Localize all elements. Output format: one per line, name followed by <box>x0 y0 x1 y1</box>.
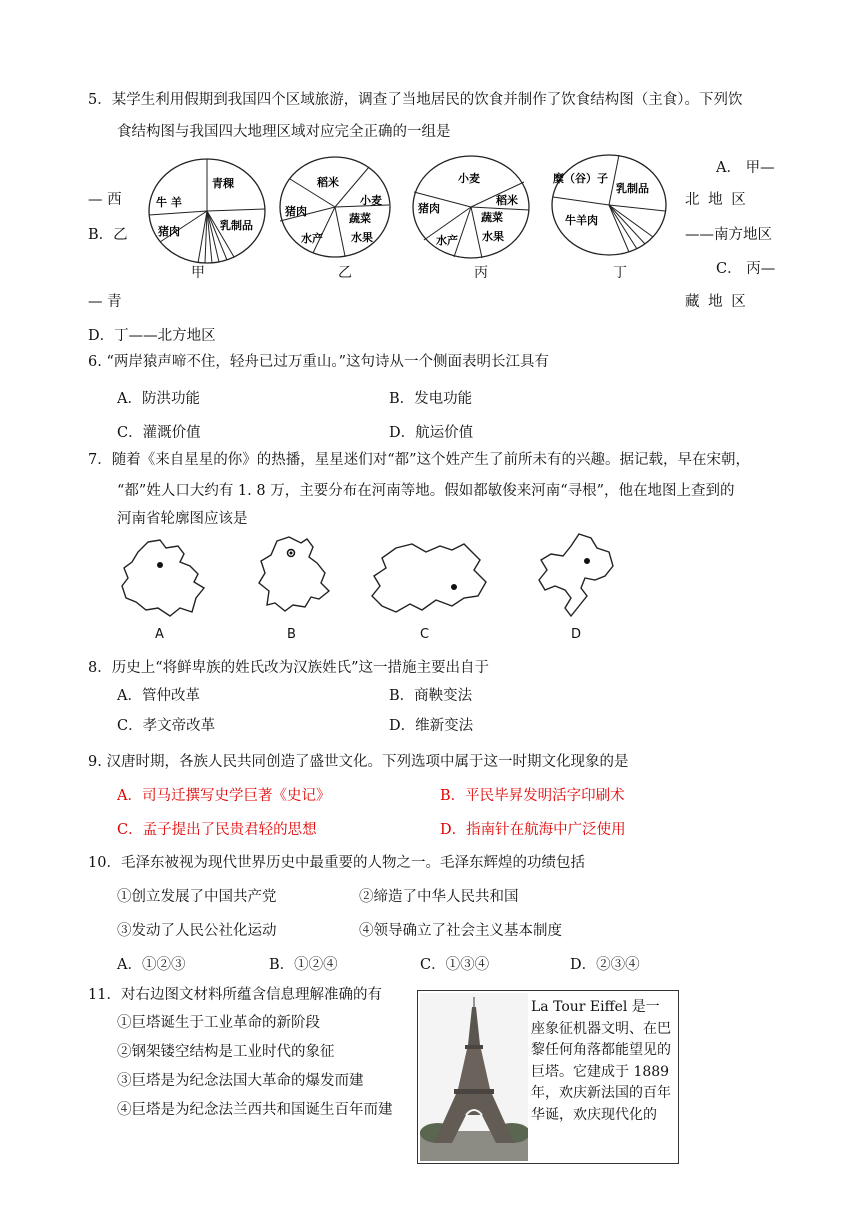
pie-bing-label-4: 水产 <box>436 234 458 247</box>
province-map-b <box>255 535 337 619</box>
pie-yi-label-3: 蔬菜 <box>349 212 371 225</box>
q9-option-a: A．司马迁撰写史学巨著《史记》 <box>117 788 331 804</box>
q10-statement-2: ②缔造了中华人民共和国 <box>359 889 519 905</box>
q8-option-d: D．维新变法 <box>389 718 474 734</box>
province-map-d <box>535 530 617 626</box>
pie-yi-caption: 乙 <box>338 265 352 281</box>
pie-bing-label-3: 蔬菜 <box>481 211 503 224</box>
map-label-c: C <box>420 627 430 642</box>
q9-option-c: C．孟子提出了民贵君轻的思想 <box>117 822 317 838</box>
q10-option-b: B．①②④ <box>269 957 338 973</box>
pie-jia-caption: 甲 <box>191 265 205 281</box>
q5-option-c-part1: C． 丙— <box>716 261 776 277</box>
q11-stem: 11．对右边图文材料所蕴含信息理解准确的有 <box>88 987 382 1003</box>
q10-stem: 10．毛泽东被视为现代世界历史中最重要的人物之一。毛泽东辉煌的功绩包括 <box>88 855 585 871</box>
pie-bing-caption: 丙 <box>474 265 488 281</box>
map-label-d: D <box>571 627 582 642</box>
q10-option-a: A．①②③ <box>117 957 186 973</box>
q6-option-c: C．灌溉价值 <box>117 425 201 441</box>
q11-statement-2: ②钢架镂空结构是工业时代的象征 <box>117 1044 335 1060</box>
eiffel-card-text: La Tour Eiffel 是一座象征机器文明、在巴黎任何角落都能望见的巨塔。它建成于 1889 年，欢庆新法国的百年华诞，欢庆现代化的 <box>531 999 671 1123</box>
pie-yi-label-0: 稻米 <box>317 176 339 189</box>
province-map-a <box>118 538 210 624</box>
q8-stem: 8．历史上“将鲜卑族的姓氏改为汉族姓氏”这一措施主要出自于 <box>88 660 490 676</box>
q5-option-a-part2: — 西 <box>88 192 122 208</box>
province-map-c <box>368 540 492 620</box>
q6-option-b: B．发电功能 <box>389 391 473 407</box>
q5-option-b-part1: B．乙 <box>88 227 128 243</box>
pie-yi-label-5: 水果 <box>351 231 373 244</box>
q11-statement-3: ③巨塔是为纪念法国大革命的爆发而建 <box>117 1073 364 1089</box>
q9-stem: 9. 汉唐时期，各族人民共同创造了盛世文化。下列选项中属于这一时期文化现象的是 <box>88 754 629 770</box>
q7-stem-line1: 7．随着《来自星星的你》的热播，星星迷们对“都”这个姓产生了前所未有的兴趣。据记载，早在宋朝， <box>88 452 751 468</box>
pie-bing-label-2: 猪肉 <box>418 202 440 215</box>
pie-ding-caption: 丁 <box>613 265 627 281</box>
pie-jia-label-2: 猪肉 <box>158 225 180 238</box>
pie-yi-label-4: 水产 <box>301 232 323 245</box>
pie-jia-label-0: 青稞 <box>212 177 234 190</box>
q5-stem-line2: 食结构图与我国四大地理区域对应完全正确的一组是 <box>117 124 451 140</box>
pie-chart-yi <box>279 155 391 263</box>
eiffel-tower-image <box>420 993 528 1161</box>
pie-yi-label-1: 小麦 <box>360 194 382 207</box>
q10-statement-3: ③发动了人民公社化运动 <box>117 923 277 939</box>
pie-jia-label-3: 乳制品 <box>220 219 253 232</box>
pie-jia-label-1: 牛 羊 <box>156 196 182 209</box>
q5-option-a-part1: A． 甲— <box>716 160 775 176</box>
map-label-a: A <box>155 627 164 642</box>
q5-option-d: D．丁——北方地区 <box>88 328 216 344</box>
q5-option-c-part2: — 青 <box>88 294 122 310</box>
q6-option-a: A．防洪功能 <box>117 391 200 407</box>
pie-chart-bing <box>412 154 530 264</box>
q5-option-b-part2: ——南方地区 <box>685 227 772 243</box>
q5-stem-line1: 5．某学生利用假期到我国四个区域旅游，调查了当地居民的饮食并制作了饮食结构图（主食）。下列饮 <box>88 92 743 108</box>
q6-option-d: D．航运价值 <box>389 425 474 441</box>
pie-yi-label-2: 猪肉 <box>285 205 307 218</box>
map-label-b: B <box>287 627 296 642</box>
q7-stem-line2: “都”姓人口大约有 1. 8 万，主要分布在河南等地。假如都敏俊来河南“寻根”，他在地图上查到的 <box>117 483 735 499</box>
pie-chart-jia <box>148 157 266 269</box>
q10-statement-4: ④领导确立了社会主义基本制度 <box>359 923 562 939</box>
q11-statement-1: ①巨塔诞生于工业革命的新阶段 <box>117 1015 320 1031</box>
q8-option-b: B．商鞅变法 <box>389 688 473 704</box>
pie-chart-ding <box>551 153 667 261</box>
eiffel-material-card <box>417 990 679 1164</box>
pie-bing-label-0: 小麦 <box>458 172 480 185</box>
q10-option-c: C．①③④ <box>420 957 490 973</box>
pie-ding-label-1: 乳制品 <box>616 182 649 195</box>
q11-statement-4: ④巨塔是为纪念法兰西共和国诞生百年而建 <box>117 1102 393 1118</box>
q7-stem-line3: 河南省轮廓图应该是 <box>117 511 248 527</box>
q6-stem: 6. “两岸猿声啼不住，轻舟已过万重山。”这句诗从一个侧面表明长江具有 <box>88 354 550 370</box>
q5-option-a-part3: 北 地 区 <box>685 192 748 208</box>
q10-statement-1: ①创立发展了中国共产党 <box>117 889 277 905</box>
pie-bing-label-5: 水果 <box>482 230 504 243</box>
q8-option-c: C．孝文帝改革 <box>117 718 216 734</box>
q9-option-d: D．指南针在航海中广泛使用 <box>440 822 626 838</box>
q10-option-d: D．②③④ <box>570 957 640 973</box>
pie-bing-label-1: 稻米 <box>496 194 518 207</box>
q5-option-c-part3: 藏 地 区 <box>685 294 748 310</box>
q8-option-a: A．管仲改革 <box>117 688 200 704</box>
q9-option-b: B．平民毕昇发明活字印刷术 <box>440 788 625 804</box>
pie-ding-label-0: 糜（谷）子 <box>553 172 608 185</box>
pie-ding-label-2: 牛羊肉 <box>565 214 598 227</box>
